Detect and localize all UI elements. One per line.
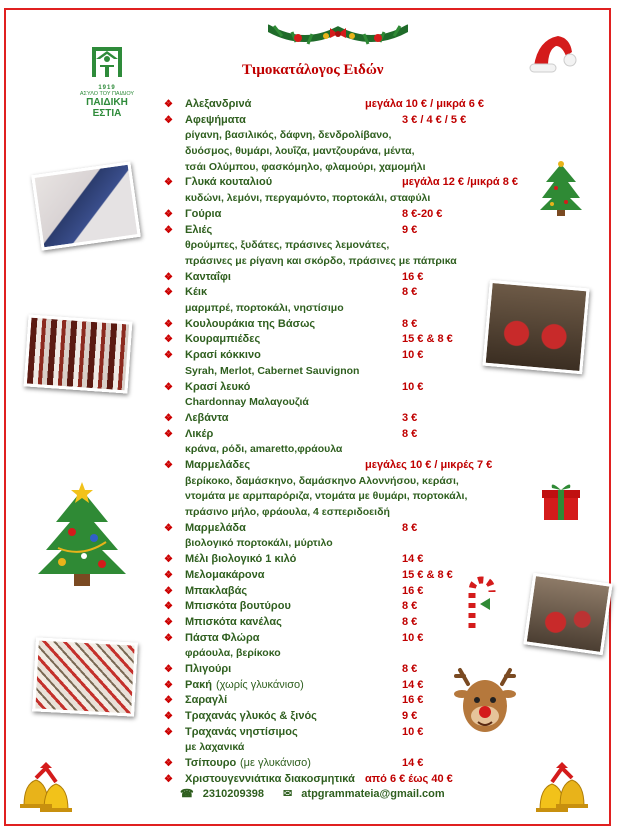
- item-row: [164, 662, 544, 678]
- item-name: Μελομακάρονα: [185, 568, 265, 581]
- logo-subtitle: ΑΣΥΛΟ ΤΟΥ ΠΑΙΔΙΟΥ: [79, 91, 135, 97]
- item-description: πράσινες με ρίγανη και σκόρδο, πράσινες με πάπρικα: [185, 254, 457, 267]
- diamond-bullet-icon: ❖: [164, 334, 173, 346]
- item-name: Κρασί λευκό: [185, 380, 251, 393]
- item-name: Κρασί κόκκινο: [185, 349, 261, 362]
- item-row: [164, 599, 544, 615]
- item-description: με λαχανικά: [185, 741, 245, 754]
- item-row: [164, 427, 544, 443]
- item-name: Μέλι βιολογικό 1 κιλό: [185, 553, 297, 566]
- logo: [72, 45, 142, 119]
- list-item: [164, 521, 544, 552]
- list-item: [164, 615, 544, 631]
- list-item: [164, 631, 544, 662]
- diamond-bullet-icon: ❖: [164, 569, 173, 581]
- item-name-note: (χωρίς γλυκάνισο): [216, 678, 304, 691]
- item-name: Τραχανάς νηστίσιμος: [185, 725, 298, 738]
- diamond-bullet-icon: ❖: [164, 679, 173, 691]
- phone-number: 2310209398: [202, 788, 264, 800]
- item-row: [164, 223, 544, 239]
- diamond-bullet-icon: ❖: [164, 632, 173, 644]
- item-price: 9 €: [402, 710, 418, 723]
- item-name-note: (με γλυκάνισο): [240, 757, 311, 770]
- item-name: Γλυκά κουταλιού: [185, 176, 273, 189]
- item-name: Τραχανάς γλυκός & ξινός: [185, 710, 317, 723]
- item-description: κράνα, ρόδι, amaretto,φράουλα: [185, 443, 343, 456]
- list-item: [164, 427, 544, 458]
- list-item: [164, 175, 544, 206]
- item-description: Syrah, Merlot, Cabernet Sauvignon: [185, 364, 360, 377]
- item-description: ρίγανη, βασιλικός, δάφνη, δενδρολίβανο,: [185, 129, 392, 142]
- diamond-bullet-icon: ❖: [164, 99, 173, 110]
- item-row: [164, 317, 544, 333]
- item-price: μεγάλες 10 € / μικρές 7 €: [365, 458, 493, 471]
- list-item: [164, 458, 544, 521]
- list-item: [164, 270, 544, 286]
- item-name: Κέικ: [185, 286, 208, 299]
- item-price: 14 €: [402, 678, 424, 691]
- item-row: [164, 348, 544, 364]
- diamond-bullet-icon: ❖: [164, 601, 173, 613]
- list-item: [164, 756, 544, 772]
- item-price: 8 €: [402, 427, 418, 440]
- item-price: 8 €-20 €: [402, 207, 443, 220]
- item-name: Μαρμελάδες: [185, 458, 251, 471]
- diamond-bullet-icon: ❖: [164, 318, 173, 330]
- item-description: Chardonnay Μαλαγουζιά: [185, 396, 309, 409]
- diamond-bullet-icon: ❖: [164, 224, 173, 236]
- item-name: Γούρια: [185, 207, 222, 220]
- list-item: [164, 599, 544, 615]
- item-price: 15 € & 8 €: [402, 333, 453, 346]
- logo-name: ΠΑΙΔΙΚΗ ΕΣΤΙΑ: [86, 97, 128, 119]
- photo-wine-bottles: [24, 314, 133, 393]
- gift-box-icon: [540, 480, 582, 522]
- item-price: μεγάλα 10 € / μικρά 6 €: [365, 98, 485, 110]
- item-name: Ελιές: [185, 223, 213, 236]
- item-description: τσάι Ολύμπου, φασκόμηλο, φλαμούρι, χαμομήλι: [185, 160, 426, 173]
- item-price: μεγάλα 12 € /μικρά 8 €: [402, 176, 518, 189]
- logo-year: 1919: [98, 85, 116, 91]
- list-item: [164, 678, 544, 694]
- item-row: [164, 568, 544, 584]
- contact-footer: [180, 787, 451, 800]
- list-item: [164, 285, 544, 316]
- diamond-bullet-icon: ❖: [164, 114, 173, 126]
- santa-hat-icon: [528, 30, 578, 80]
- list-item: [164, 725, 544, 756]
- item-price: 8 €: [402, 286, 418, 299]
- diamond-bullet-icon: ❖: [164, 758, 173, 770]
- item-price: 10 €: [402, 631, 424, 644]
- item-description: φράουλα, βερίκοκο: [185, 647, 281, 660]
- item-price: 3 € / 4 € / 5 €: [402, 113, 467, 126]
- diamond-bullet-icon: ❖: [164, 726, 173, 738]
- list-item: [164, 223, 544, 270]
- item-name: Μπισκότα κανέλας: [185, 615, 282, 628]
- item-description: μαρμπρέ, πορτοκάλι, νηστίσιμο: [185, 302, 344, 315]
- photo-sweets: [32, 637, 138, 716]
- list-item: [164, 332, 544, 348]
- item-name: Λικέρ: [185, 427, 214, 440]
- diamond-bullet-icon: ❖: [164, 695, 173, 707]
- item-row: [164, 521, 544, 537]
- item-row: [164, 458, 544, 474]
- item-name: Λεβάντα: [185, 411, 229, 424]
- list-item: [164, 97, 544, 113]
- page-title: Τιμοκατάλογος Ειδών: [242, 62, 384, 78]
- item-name: Κουλουράκια της Βάσως: [185, 317, 316, 330]
- diamond-bullet-icon: ❖: [164, 287, 173, 299]
- garland-icon: [268, 18, 408, 50]
- diamond-bullet-icon: ❖: [164, 271, 173, 283]
- item-name: Πάστα Φλώρα: [185, 631, 260, 644]
- item-name: Σαραγλί: [185, 694, 228, 707]
- diamond-bullet-icon: ❖: [164, 616, 173, 628]
- item-name: Αλεξανδρινά: [185, 98, 252, 110]
- item-price: 8 €: [402, 317, 418, 330]
- diamond-bullet-icon: ❖: [164, 459, 173, 471]
- phone-icon: ☎: [180, 788, 194, 800]
- list-item: [164, 207, 544, 223]
- item-row: [164, 270, 544, 286]
- diamond-bullet-icon: ❖: [164, 554, 173, 566]
- item-price: 10 €: [402, 725, 424, 738]
- item-row: [164, 772, 544, 788]
- item-price: 8 €: [402, 600, 418, 613]
- list-item: [164, 317, 544, 333]
- item-name: Μαρμελάδα: [185, 521, 246, 534]
- item-price: 16 €: [402, 694, 424, 707]
- item-row: [164, 332, 544, 348]
- diamond-bullet-icon: ❖: [164, 350, 173, 362]
- item-price: 8 €: [402, 521, 418, 534]
- diamond-bullet-icon: ❖: [164, 208, 173, 220]
- item-row: [164, 380, 544, 396]
- list-item: [164, 113, 544, 176]
- list-item: [164, 709, 544, 725]
- item-price: 16 €: [402, 270, 424, 283]
- item-name: Τσίπουρο: [185, 757, 237, 770]
- item-row: [164, 552, 544, 568]
- item-price: 8 €: [402, 615, 418, 628]
- price-list: [164, 97, 544, 788]
- envelope-icon: ✉: [283, 788, 293, 800]
- item-description: βερίκοκο, δαμάσκηνο, δαμάσκηνο Αλοννήσου, κεράσι,: [185, 474, 459, 487]
- item-row: [164, 615, 544, 631]
- item-price: 10 €: [402, 380, 424, 393]
- diamond-bullet-icon: ❖: [164, 773, 173, 785]
- list-item: [164, 568, 544, 584]
- list-item: [164, 380, 544, 411]
- diamond-bullet-icon: ❖: [164, 711, 173, 723]
- diamond-bullet-icon: ❖: [164, 381, 173, 393]
- item-row: [164, 175, 544, 191]
- diamond-bullet-icon: ❖: [164, 177, 173, 189]
- diamond-bullet-icon: ❖: [164, 412, 173, 424]
- item-name: Μπακλαβάς: [185, 584, 248, 597]
- item-row: [164, 285, 544, 301]
- item-name: Κουραμπιέδες: [185, 333, 261, 346]
- item-price: από 6 € έως 40 €: [365, 772, 453, 785]
- list-item: [164, 584, 544, 600]
- list-item: [164, 348, 544, 379]
- item-description: κυδώνι, λεμόνι, περγαμόντο, πορτοκάλι, σταφύλι: [185, 192, 431, 205]
- christmas-tree-large-icon: [32, 482, 132, 590]
- item-name: Πλιγούρι: [185, 662, 232, 675]
- item-name: Μπισκότα βουτύρου: [185, 600, 291, 613]
- item-description: πράσινο μήλο, φράουλα, 4 εσπεριδοειδή: [185, 506, 390, 519]
- list-item: [164, 411, 544, 427]
- item-description: ντομάτα με αρμπαρόριζα, ντομάτα με θυμάρι, πορτοκάλι,: [185, 490, 468, 503]
- photo-ornaments: [31, 161, 141, 250]
- item-row: [164, 631, 544, 647]
- item-row: [164, 693, 544, 709]
- diamond-bullet-icon: ❖: [164, 522, 173, 534]
- item-price: 8 €: [402, 662, 418, 675]
- item-price: 14 €: [402, 553, 424, 566]
- email-address: atpgrammateia@gmail.com: [301, 788, 445, 800]
- item-row: [164, 411, 544, 427]
- item-row: [164, 584, 544, 600]
- item-price: 14 €: [402, 757, 424, 770]
- item-name: Ρακή: [185, 678, 212, 691]
- list-item: [164, 693, 544, 709]
- item-row: [164, 725, 544, 741]
- logo-mark-icon: [90, 45, 124, 79]
- christmas-tree-small-icon: [538, 160, 584, 218]
- item-row: [164, 756, 544, 772]
- item-row: [164, 678, 544, 694]
- item-price: 9 €: [402, 223, 418, 236]
- item-row: [164, 207, 544, 223]
- item-description: βιολογικό πορτοκάλι, μύρτιλο: [185, 537, 333, 550]
- item-price: 16 €: [402, 584, 424, 597]
- item-description: δυόσμος, θυμάρι, λουΐζα, μαντζουράνα, μέντα,: [185, 145, 415, 158]
- item-name: Χριστουγεννιάτικα διακοσμητικά: [185, 772, 355, 785]
- item-price: 15 € & 8 €: [402, 568, 453, 581]
- diamond-bullet-icon: ❖: [164, 428, 173, 440]
- list-item: [164, 552, 544, 568]
- bells-left-icon: [14, 760, 80, 818]
- item-row: [164, 97, 544, 113]
- diamond-bullet-icon: ❖: [164, 663, 173, 675]
- list-item: [164, 772, 544, 788]
- list-item: [164, 662, 544, 678]
- item-price: 3 €: [402, 411, 418, 424]
- item-name: Κανταΐφι: [185, 270, 231, 283]
- item-row: [164, 709, 544, 725]
- item-description: θρούμπες, ξυδάτες, πράσινες λεμονάτες,: [185, 239, 390, 252]
- item-name: Αφεψήματα: [185, 113, 246, 126]
- item-price: 10 €: [402, 349, 424, 362]
- diamond-bullet-icon: ❖: [164, 585, 173, 597]
- item-row: [164, 113, 544, 129]
